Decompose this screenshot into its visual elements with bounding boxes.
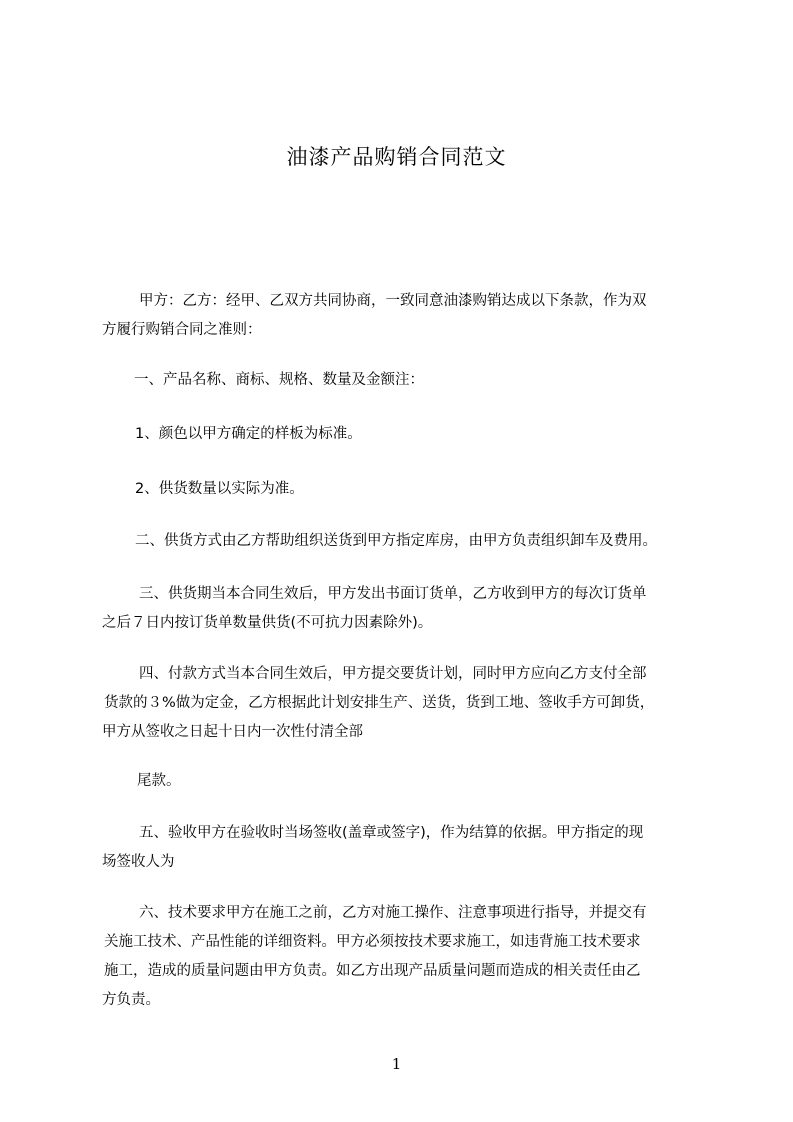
- paragraph-line: 一、产品名称、商标、规格、数量及金额注：: [134, 372, 424, 388]
- paragraph-section-6: [104, 899, 704, 1015]
- paragraph-line: 二、供货方式由乙方帮助组织送货到甲方指定库房，由甲方负责组织卸车及费用。: [135, 533, 657, 549]
- paragraph-line: 六、技术要求甲方在施工之前，乙方对施工操作、注意事项进行指导，并提交有: [139, 905, 647, 921]
- paragraph-line: 之后７日内按订货单数量供货(不可抗力因素除外)。: [102, 615, 433, 631]
- document-title: 油漆产品购销合同范文: [286, 145, 507, 169]
- paragraph-item-1: [104, 420, 704, 449]
- paragraph-line: 方履行购销合同之准则：: [102, 322, 262, 338]
- paragraph-section-1: [104, 366, 704, 395]
- paragraph-line: 四、付款方式当本合同生效后，甲方提交要货计划，同时甲方应向乙方支付全部: [139, 666, 647, 682]
- paragraph-line: 1、颜色以甲方确定的样板为标准。: [135, 426, 362, 442]
- paragraph-section-4: [104, 660, 704, 747]
- paragraph-parties: [104, 287, 704, 345]
- paragraph-item-2: [104, 475, 704, 504]
- paragraph-section-3: [104, 580, 704, 638]
- paragraph-line: 甲方：乙方：经甲、乙双方共同协商，一致同意油漆购销达成以下条款，作为双: [139, 293, 647, 309]
- paragraph-section-2: [104, 527, 704, 556]
- paragraph-line: 方负责。: [102, 992, 160, 1008]
- paragraph-line: 三、供货期当本合同生效后，甲方发出书面订货单，乙方收到甲方的每次订货单: [139, 586, 647, 602]
- paragraph-section-5: [104, 819, 704, 877]
- paragraph-line: 场签收人为: [102, 854, 175, 870]
- paragraph-line: 甲方从签收之日起十日内一次性付清全部: [102, 724, 363, 740]
- paragraph-line: 施工，造成的质量问题由甲方负责。如乙方出现产品质量问题而造成的相关责任由乙: [104, 963, 641, 979]
- paragraph-line: 货款的３%做为定金，乙方根据此计划安排生产、送货，货到工地、签收手方可卸货，: [104, 695, 655, 711]
- paragraph-line: 五、验收甲方在验收时当场签收(盖章或签字)，作为结算的依据。甲方指定的现: [139, 825, 644, 841]
- page-number: 1: [391, 1055, 402, 1073]
- paragraph-line: 关施工技术、产品性能的详细资料。甲方必须按技术要求施工，如违背施工技术要求: [104, 934, 641, 950]
- paragraph-balance: [104, 767, 704, 796]
- paragraph-line: 尾款。: [137, 773, 181, 789]
- paragraph-line: 2、供货数量以实际为准。: [135, 481, 304, 497]
